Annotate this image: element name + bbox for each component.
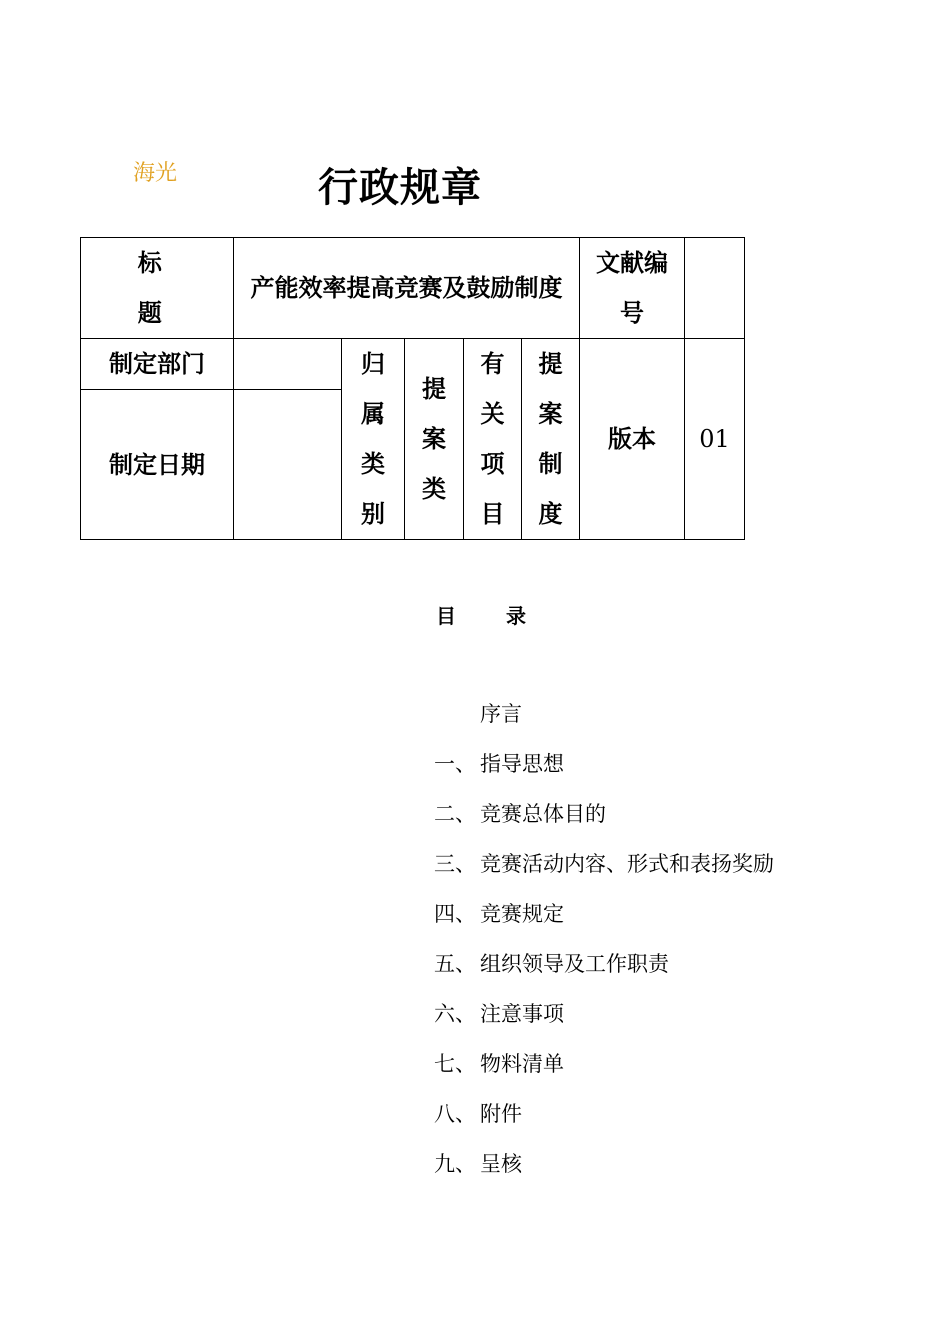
date-value bbox=[234, 390, 342, 540]
toc-item bbox=[434, 800, 774, 850]
toc-item-number: 八、 bbox=[434, 1102, 476, 1126]
toc-item-text: 指导思想 bbox=[480, 752, 564, 776]
dept-value bbox=[234, 339, 342, 390]
related-value: 提案制度 bbox=[522, 339, 580, 540]
document-info-table bbox=[80, 237, 745, 540]
toc-item bbox=[434, 950, 774, 1000]
toc-item bbox=[434, 700, 774, 750]
toc-item-text: 附件 bbox=[480, 1102, 522, 1126]
toc-item-number: 六、 bbox=[434, 1002, 476, 1026]
date-label: 制定日期 bbox=[81, 390, 234, 540]
title-value: 产能效率提高竞赛及鼓励制度 bbox=[234, 238, 580, 339]
toc-item-number: 五、 bbox=[434, 952, 476, 976]
toc-item-text: 竞赛活动内容、形式和表扬奖励 bbox=[480, 852, 774, 876]
toc-item-number: 三、 bbox=[434, 852, 476, 876]
toc-item bbox=[434, 1150, 774, 1200]
toc-item-text: 呈核 bbox=[480, 1152, 522, 1176]
toc-item-number: 二、 bbox=[434, 802, 476, 826]
dept-label: 制定部门 bbox=[81, 339, 234, 390]
related-label: 有关项目 bbox=[464, 339, 522, 540]
toc-item-text: 组织领导及工作职责 bbox=[480, 952, 669, 976]
toc-item-number: 九、 bbox=[434, 1152, 476, 1176]
toc-item-number: 四、 bbox=[434, 902, 476, 926]
category-value: 提案类 bbox=[405, 339, 464, 540]
toc-item bbox=[434, 750, 774, 800]
toc-item bbox=[434, 1100, 774, 1150]
toc-item-number: 一、 bbox=[434, 752, 476, 776]
toc-item-text: 竞赛规定 bbox=[480, 902, 564, 926]
toc-item bbox=[434, 850, 774, 900]
company-name: 海光 bbox=[133, 161, 178, 186]
version-label: 版本 bbox=[580, 339, 685, 540]
toc-item-text: 注意事项 bbox=[480, 1002, 564, 1026]
category-label: 归属类别 bbox=[342, 339, 405, 540]
doc-number-value bbox=[685, 238, 745, 339]
toc-item-text: 序言 bbox=[480, 702, 522, 726]
toc-item bbox=[434, 1000, 774, 1050]
toc-item bbox=[434, 1050, 774, 1100]
version-value: 01 bbox=[685, 339, 745, 540]
toc-item-text: 物料清单 bbox=[480, 1052, 564, 1076]
doc-number-label: 文献编号 bbox=[580, 238, 685, 339]
toc-heading: 目录 bbox=[436, 604, 576, 628]
title-label: 标 题 bbox=[81, 238, 234, 339]
toc-item-text: 竞赛总体目的 bbox=[480, 802, 606, 826]
table-of-contents bbox=[434, 700, 774, 1200]
toc-item bbox=[434, 900, 774, 950]
document-title: 行政规章 bbox=[318, 164, 482, 211]
toc-item-number: 七、 bbox=[434, 1052, 476, 1076]
